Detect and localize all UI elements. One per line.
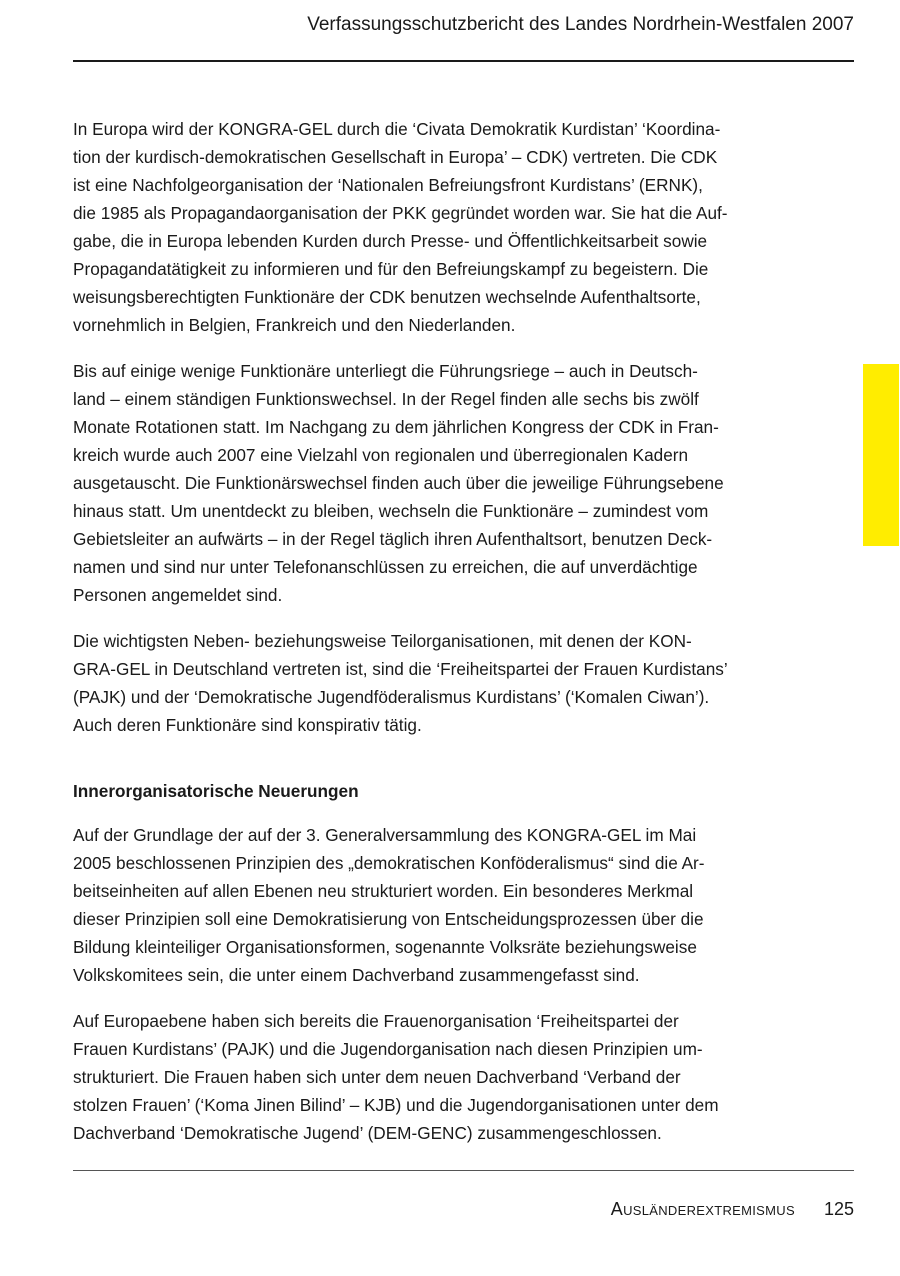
paragraph-cdk: In Europa wird der KONGRA-GEL durch die ‘Civata Demokratik Kurdistan’ ‘Koordina- tion der kurdisch-demokratischen Gesellschaft in Europa’ – CDK) vertreten. Die CDK ist eine Nachfolgeorganisation der ‘Nationalen Befreiungsfront Kurdistans’ (ERNK), die 1985 als Propagandaorganisation der PKK gegründet worden war. Sie hat die Auf- gabe, die in Europa lebenden Kurden durch Presse- und Öffentlichkeitsarbeit sowie Propagandatätigkeit zu informieren und für den Befreiungskampf zu begeistern. Die weisungsberechtigten Funktionäre der CDK benutzen wechselnde Aufenthaltsorte, vornehmlich in Belgien, Frankreich und den Niederlanden. [73, 119, 728, 335]
header-divider [73, 60, 854, 62]
page-number: 125 [823, 1199, 854, 1219]
page-body [73, 115, 808, 1165]
paragraph-rotation: Bis auf einige wenige Funktionäre unterliegt die Führungsriege – auch in Deutsch- land – einem ständigen Funktionswechsel. In der Regel finden alle sechs bis zwölf Monate Rotationen statt. Im Nachgang zu dem jährlichen Kongress der CDK in Fran- kreich wurde auch 2007 eine Vielzahl von regionalen und überregionalen Kadern ausgetauscht. Die Funktionärswechsel finden auch über die jeweilige Führungsebene hinaus statt. Um unentdeckt zu bleiben, wechseln die Funktionäre – zumindest vom Gebietsleiter an aufwärts – in der Regel täglich ihren Aufenthaltsort, benutzen Deck- namen und sind nur unter Telefonanschlüssen zu erreichen, die auf unverdächtige Personen angemeldet sind. [73, 361, 724, 605]
section-heading: Innerorganisatorische Neuerungen [73, 781, 359, 801]
chapter-tab-marker [863, 364, 899, 546]
running-header: Verfassungsschutzbericht des Landes Nordrhein-Westfalen 2007 [307, 14, 854, 35]
footer-divider [73, 1170, 854, 1171]
paragraph-sub-organisations: Die wichtigsten Neben- beziehungsweise Teilorganisationen, mit denen der KON- GRA-GEL in Deutschland vertreten ist, sind die ‘Freiheitspartei der Frauen Kurdistans’ (PAJK) und der ‘Demokratische Jugendföderalismus Kurdistans’ (‘Komalen Ciwan’). Auch deren Funktionäre sind konspirativ tätig. [73, 631, 728, 735]
footer-section-name: Ausländerextremismus [610, 1199, 795, 1219]
paragraph-europe-level: Auf Europaebene haben sich bereits die Frauenorganisation ‘Freiheitspartei der Frauen Kurdistans’ (PAJK) und die Jugendorganisation nach diesen Prinzipien um- strukturiert. Die Frauen haben sich unter dem neuen Dachverband ‘Verband der stolzen Frauen’ (‘Koma Jinen Bilind’ – KJB) und die Jugendorganisationen unter dem Dachverband ‘Demokratische Jugend’ (DEM-GENC) zusammengeschlossen. [73, 1011, 719, 1143]
page-footer [611, 1197, 854, 1221]
paragraph-confederalism: Auf der Grundlage der auf der 3. Generalversammlung des KONGRA-GEL im Mai 2005 beschlossenen Prinzipien des „demokratischen Konföderalismus“ sind die Ar- beitseinheiten auf allen Ebenen neu strukturiert worden. Ein besonderes Merkmal dieser Prinzipien soll eine Demokratisierung von Entscheidungsprozessen über die Bildung kleinteiliger Organisationsformen, sogenannte Volksräte beziehungsweise Volkskomitees sein, die unter einem Dachverband zusammengefasst sind. [73, 825, 705, 985]
